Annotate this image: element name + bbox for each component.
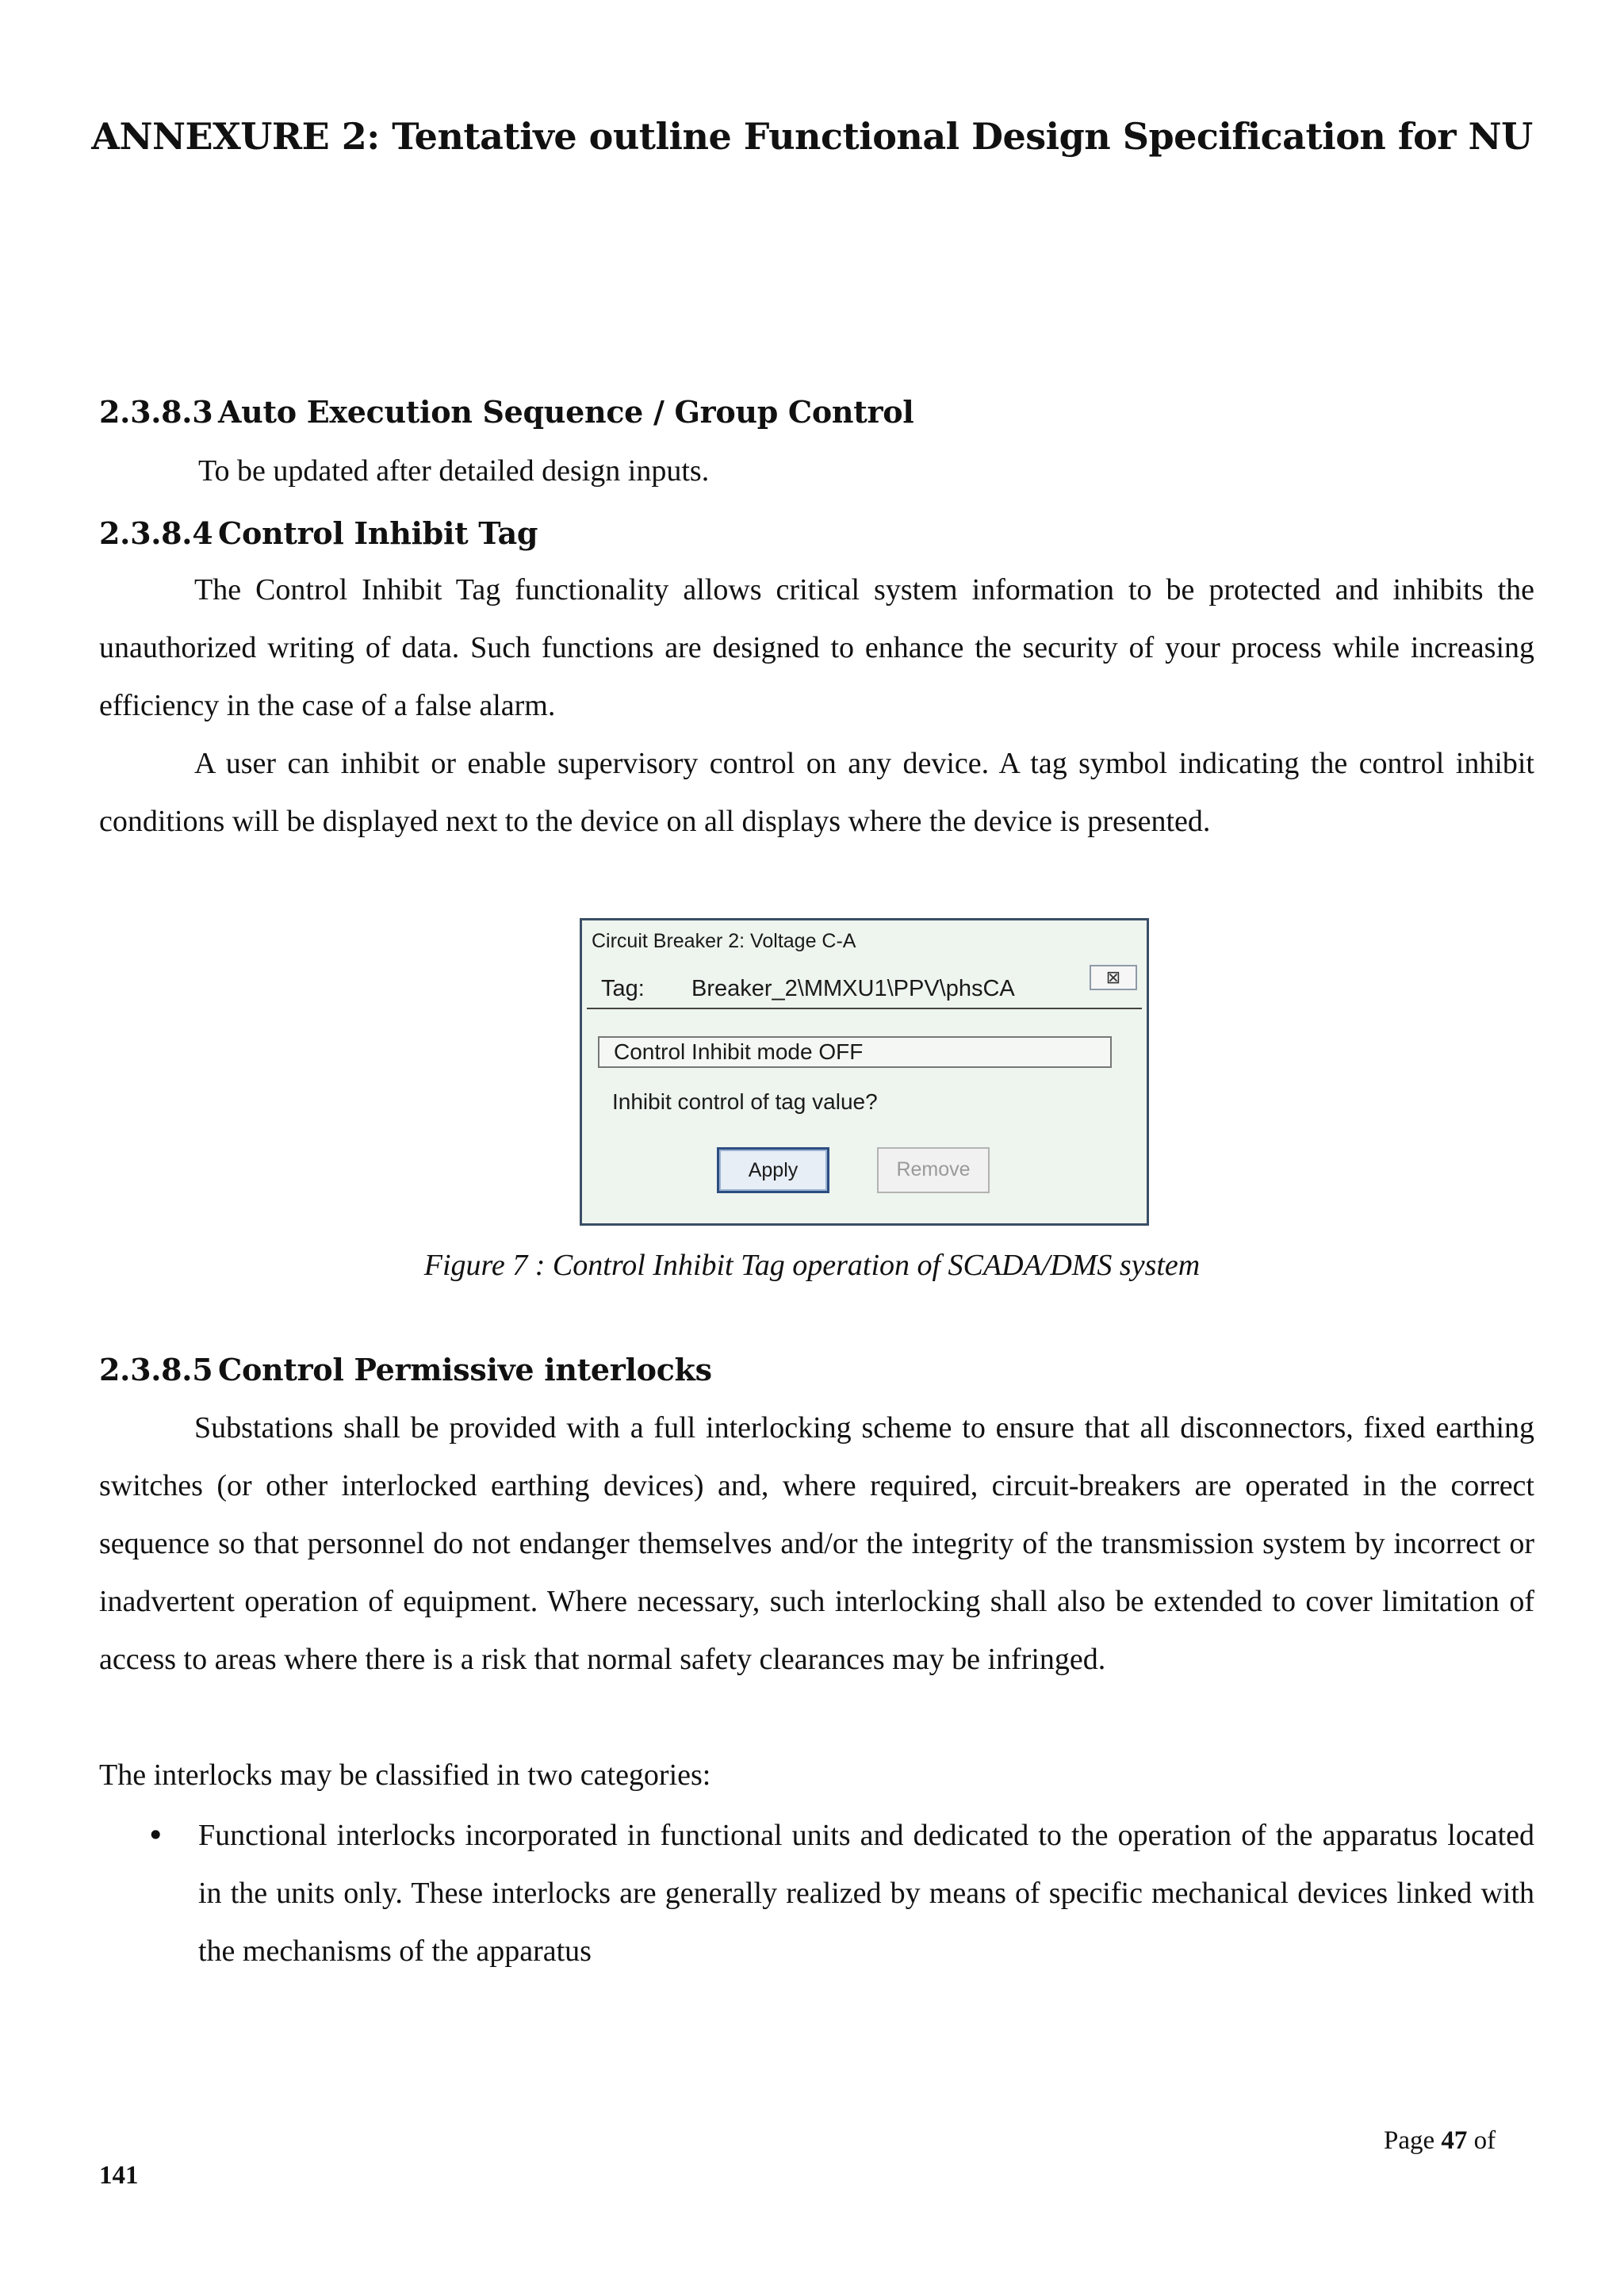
dialog-separator	[587, 1008, 1142, 1009]
section-number: 2.3.8.4	[99, 515, 213, 551]
section-heading-2384	[99, 514, 538, 553]
remove-button[interactable]: Remove	[877, 1147, 990, 1193]
tag-value: Breaker_2\MMXU1\PPV\phsCA	[691, 976, 1015, 1001]
section-2385-para-2: The interlocks may be classified in two categories:	[99, 1758, 711, 1792]
figure-caption: Figure 7 : Control Inhibit Tag operation of SCADA/DMS system	[423, 1249, 1201, 1282]
apply-button[interactable]: Apply	[717, 1147, 829, 1193]
total-pages: 141	[99, 2161, 139, 2190]
section-number: 2.3.8.5	[99, 1352, 213, 1387]
section-heading-2383	[99, 392, 914, 432]
section-title: Control Inhibit Tag	[218, 515, 538, 551]
current-page: 47	[1441, 2126, 1468, 2155]
section-2384-para-1: The Control Inhibit Tag functionality allows critical system information to be protected and inhibits the unauthorized writing of data. Such functions are designed to enhance the security of your process while increasing efficiency in the case of a false alarm.	[99, 573, 1534, 722]
section-number: 2.3.8.3	[99, 394, 213, 430]
section-title: Auto Execution Sequence / Group Control	[218, 394, 914, 430]
inhibit-mode-field[interactable]: Control Inhibit mode OFF	[598, 1036, 1112, 1068]
section-2384-para-2: A user can inhibit or enable supervisory control on any device. A tag symbol indicating the control inhibit conditions will be displayed next to the device on all displays where the device is presented.	[99, 747, 1534, 838]
section-heading-2385	[99, 1350, 712, 1390]
section-title: Control Permissive interlocks	[218, 1352, 712, 1387]
list-item-text: Functional interlocks incorporated in functional units and dedicated to the operation of the apparatus located in the units only. These interlocks are generally realized by means of specific mechanical devices linked with the mechanisms of the apparatus	[198, 1819, 1534, 1968]
page-number: Page 47 of	[1384, 2126, 1496, 2155]
page-title: ANNEXURE 2: Tentative outline Functional Design Specification for NU	[91, 115, 1533, 158]
control-inhibit-dialog	[580, 918, 1149, 1226]
tag-label: Tag:	[601, 976, 645, 1001]
dialog-title: Circuit Breaker 2: Voltage C-A	[592, 930, 856, 952]
section-2383-text: To be updated after detailed design inputs.	[198, 454, 710, 488]
bullet-icon: •	[147, 1818, 165, 1853]
inhibit-question: Inhibit control of tag value?	[612, 1089, 878, 1114]
close-icon[interactable]: ⊠	[1090, 965, 1137, 990]
section-2385-para-1: Substations shall be provided with a full interlocking scheme to ensure that all disconnectors, fixed earthing switches (or other interlocked earthing devices) and, where required, circuit-breakers are operated in the correct sequence so that personnel do not endanger themselves and/or the integrity of the transmission system by incorrect or inadvertent operation of equipment. Where necessary, such interlocking shall also be extended to cover limitation of access to areas where there is a risk that normal safety clearances may be infringed.	[99, 1411, 1534, 1676]
